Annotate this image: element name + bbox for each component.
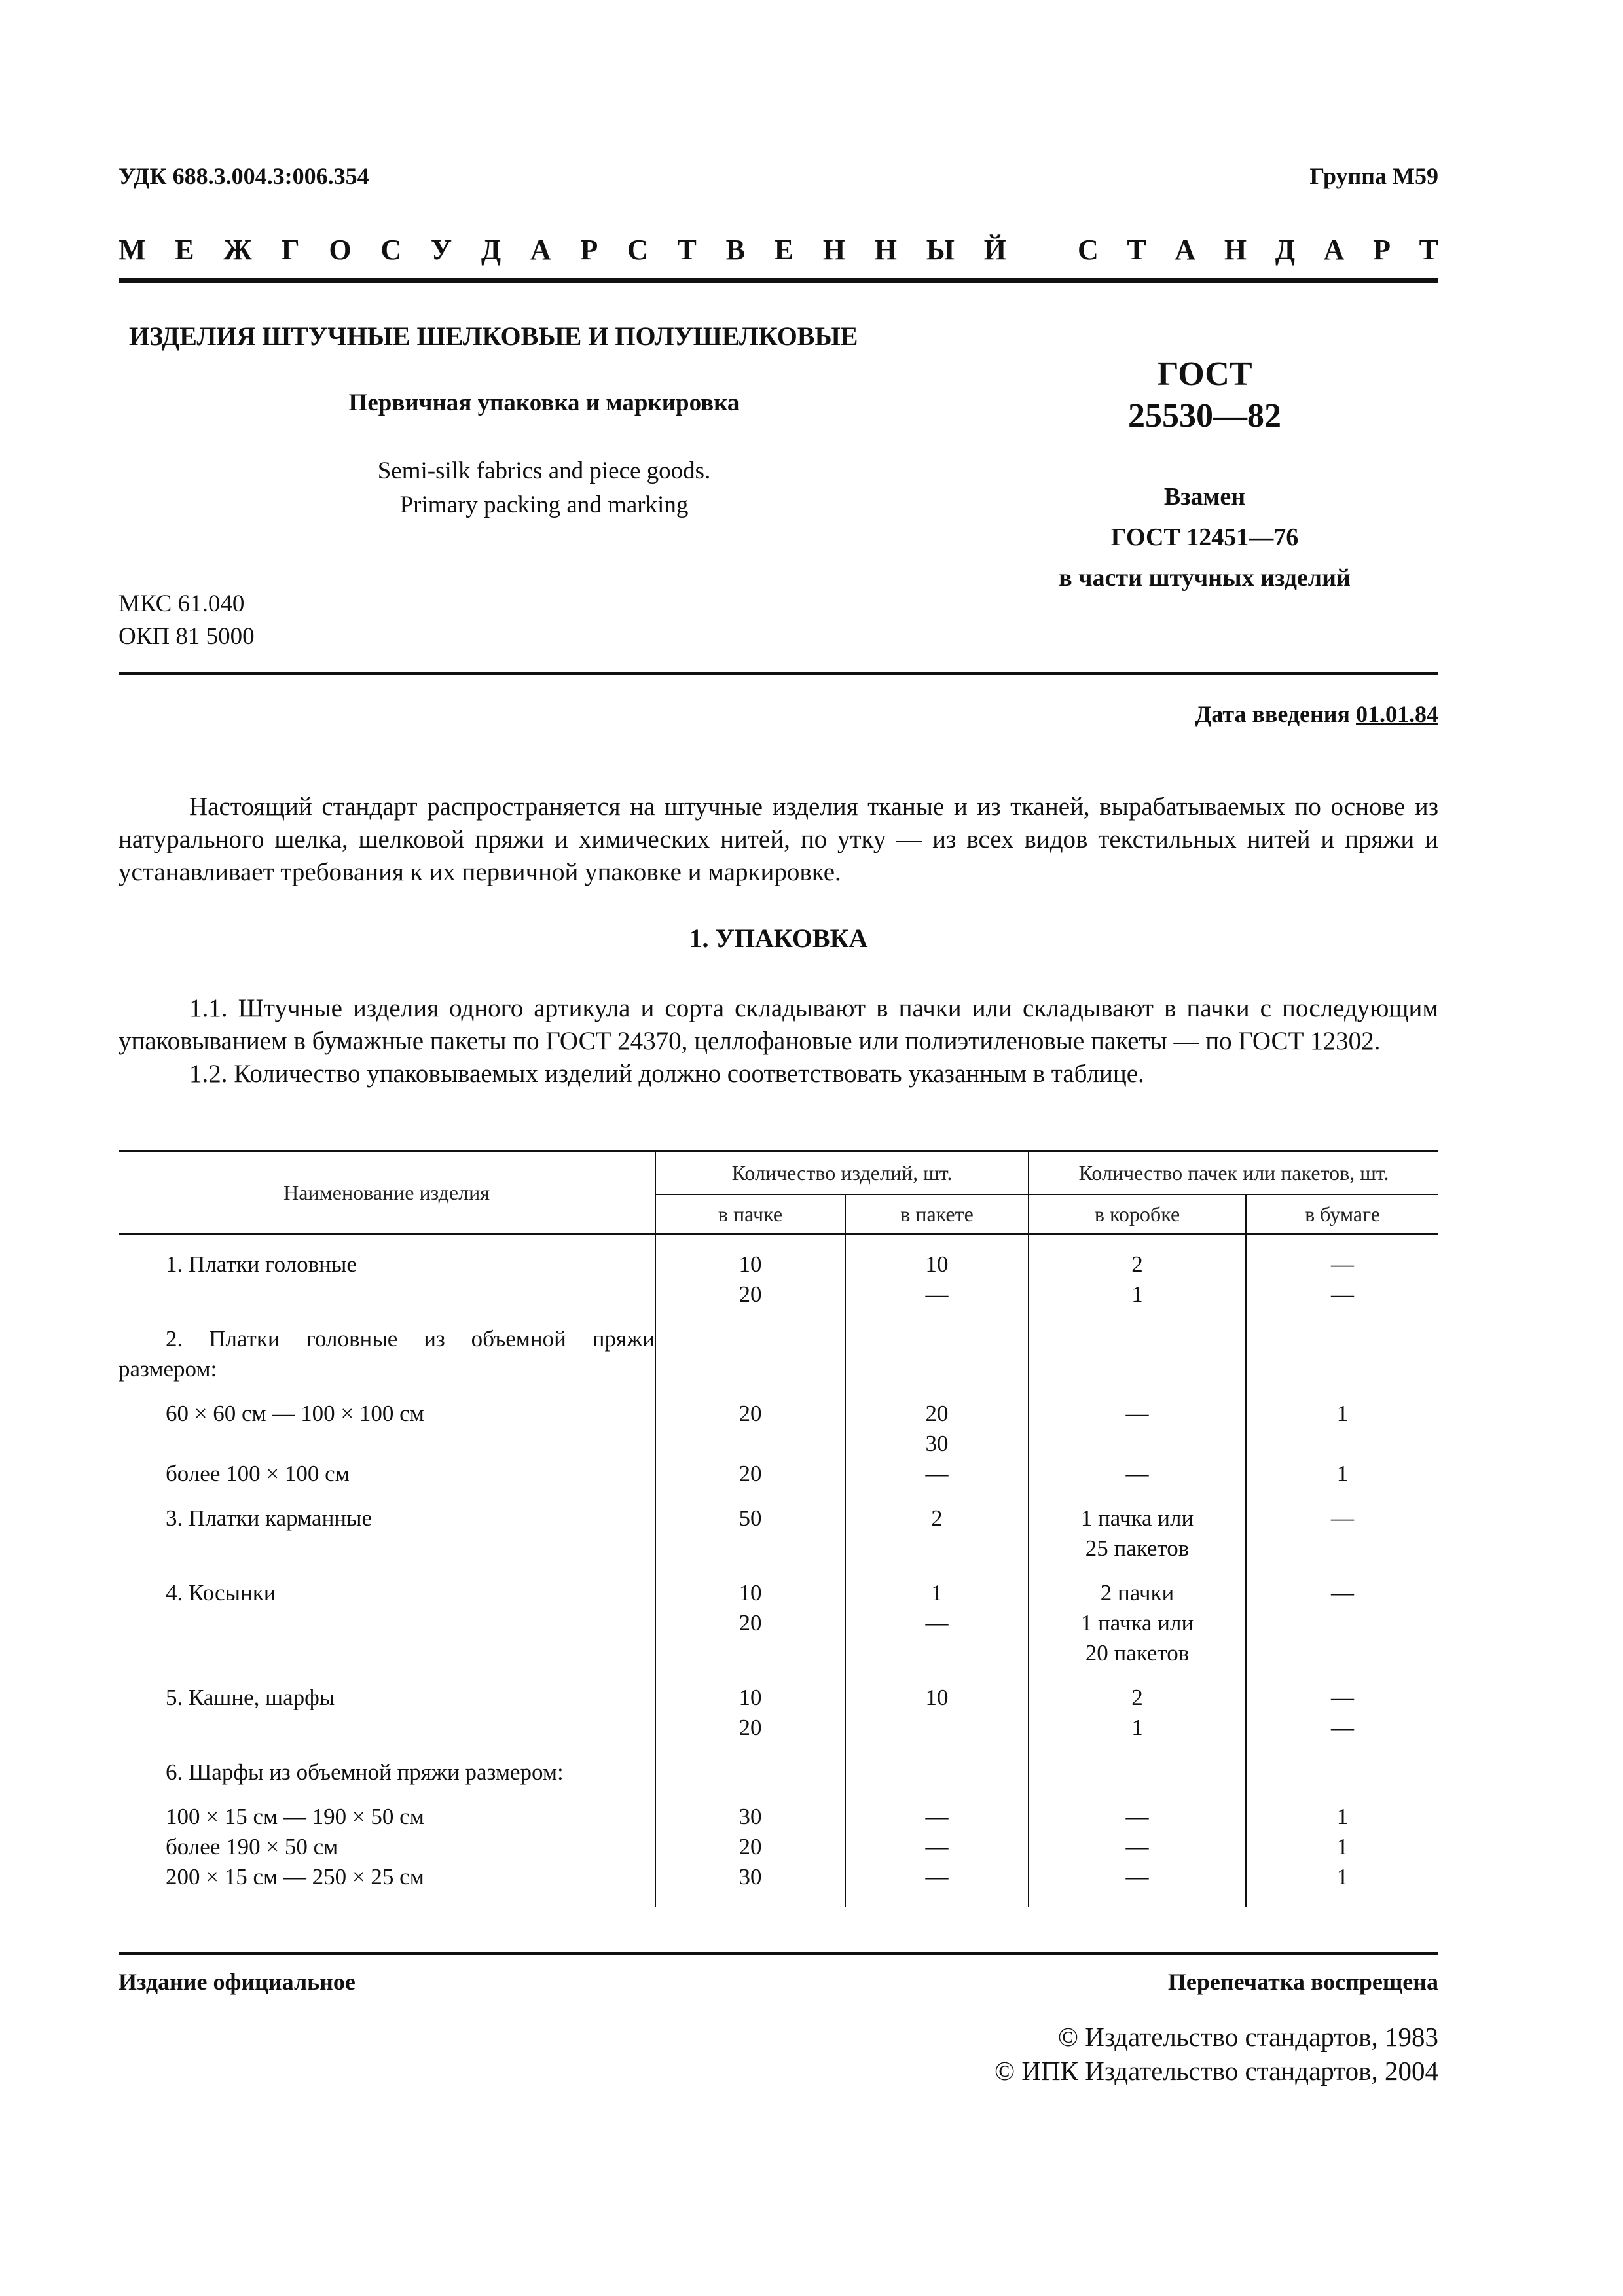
cell: 2 1 xyxy=(1029,1683,1246,1743)
cell: — xyxy=(845,1459,1029,1489)
header-rule xyxy=(119,672,1438,675)
table-row xyxy=(119,1324,1438,1384)
banner-letter: Г xyxy=(281,234,300,266)
replaces-note xyxy=(982,476,1427,598)
classification-codes xyxy=(119,588,255,653)
cell: — — — xyxy=(1029,1802,1246,1892)
banner-letter: У xyxy=(430,234,452,266)
banner-right xyxy=(1078,233,1438,266)
udk-code: УДК 688.3.004.3:006.354 xyxy=(119,163,369,189)
banner-letter: В xyxy=(725,234,745,266)
banner-letter: Ж xyxy=(223,234,252,266)
row-name: 60 × 60 см — 100 × 100 см xyxy=(166,1401,424,1426)
copyright-line2: © ИПК Издательство стандартов, 2004 xyxy=(994,2056,1438,2086)
cell: 10 xyxy=(845,1683,1029,1743)
row-name: 3. Платки карманные xyxy=(166,1505,373,1531)
row-name: более 100 × 100 см xyxy=(166,1461,350,1486)
table-row xyxy=(119,1459,1438,1489)
header-in-bag: в пакете xyxy=(845,1194,1029,1234)
footer-rule xyxy=(119,1952,1438,1955)
cell: 10 20 xyxy=(655,1249,845,1310)
banner-letter: Т xyxy=(1419,234,1438,266)
table-row xyxy=(119,1503,1438,1564)
row-name: 2. Платки головные из объемной пряжи размером: xyxy=(119,1326,655,1382)
effective-date xyxy=(1195,700,1439,728)
replaces-line1: Взамен xyxy=(1163,483,1246,511)
clauses xyxy=(119,992,1438,1090)
banner-letter: Н xyxy=(1224,234,1247,266)
table-row xyxy=(119,1683,1438,1743)
cell: 1 xyxy=(1246,1399,1438,1459)
section-heading: 1. УПАКОВКА xyxy=(689,924,868,953)
copyright xyxy=(994,2020,1438,2088)
reprint-prohibited: Перепечатка воспрещена xyxy=(1167,1969,1438,1995)
header-item-name: Наименование изделия xyxy=(119,1151,655,1234)
cell: 1 — xyxy=(845,1578,1029,1668)
table-row xyxy=(119,1399,1438,1459)
gost-line2: 25530—82 xyxy=(1128,397,1281,435)
row-name: 1. Платки головные xyxy=(166,1251,357,1277)
replaces-line2: ГОСТ 12451—76 xyxy=(1110,524,1299,551)
gost-number xyxy=(1034,353,1375,437)
header-in-box: в коробке xyxy=(1029,1194,1246,1234)
english-title-line2: Primary packing and marking xyxy=(399,492,689,518)
header-pack-quantity: Количество пачек или пакетов, шт. xyxy=(1029,1151,1438,1195)
clause-1-1: 1.1. Штучные изделия одного артикула и сорта складывают в пачки или складывают в пачки с последующим упаковыванием в бумажные пакеты по ГОСТ 24370, целлофановые или полиэтиленовые пакеты — по ГОСТ 12302. xyxy=(119,994,1438,1055)
banner-letter: А xyxy=(1323,234,1345,266)
official-edition: Издание официальное xyxy=(119,1969,356,1995)
cell: 1 пачка или 25 пакетов xyxy=(1029,1503,1246,1564)
header-in-pack: в пачке xyxy=(655,1194,845,1234)
cell: 30 20 30 xyxy=(655,1802,845,1892)
banner-left xyxy=(119,233,1006,266)
banner-letter: Р xyxy=(1373,234,1391,266)
banner-letter: Й xyxy=(983,234,1006,266)
banner-letter: С xyxy=(1078,234,1099,266)
cell: 20 30 xyxy=(845,1399,1029,1459)
banner-letter: С xyxy=(380,234,402,266)
banner-letter: Д xyxy=(1275,234,1295,266)
row-name: 5. Кашне, шарфы xyxy=(166,1685,335,1710)
banner-letter: М xyxy=(119,234,146,266)
banner-letter: Е xyxy=(175,234,194,266)
row-name: 100 × 15 см — 190 × 50 см более 190 × 50 см 200 × 15 см — 250 × 25 см xyxy=(166,1804,424,1890)
cell: 10 20 xyxy=(655,1683,845,1743)
cell: 10 — xyxy=(845,1249,1029,1310)
english-title-line1: Semi-silk fabrics and piece goods. xyxy=(377,457,711,484)
gost-line1: ГОСТ xyxy=(1157,355,1252,393)
cell: 10 20 xyxy=(655,1578,845,1668)
replaces-line3: в части штучных изделий xyxy=(1059,564,1351,592)
banner-letter: Н xyxy=(822,234,846,266)
banner-letter: Е xyxy=(774,234,794,266)
cell: — xyxy=(1246,1503,1438,1564)
top-rule xyxy=(119,278,1438,283)
banner-letter: Т xyxy=(677,234,697,266)
table-row xyxy=(119,1757,1438,1787)
copyright-line1: © Издательство стандартов, 1983 xyxy=(1057,2022,1438,2052)
banner-letter: Р xyxy=(580,234,598,266)
document-subtitle: Первичная упаковка и маркировка xyxy=(348,389,740,416)
banner-letter: С xyxy=(627,234,648,266)
cell: — xyxy=(1246,1578,1438,1668)
cell: 20 xyxy=(655,1459,845,1489)
cell: — — xyxy=(1246,1683,1438,1743)
cell: 1 xyxy=(1246,1459,1438,1489)
mks-code: МКС 61.040 xyxy=(119,590,245,617)
cell: 2 xyxy=(845,1503,1029,1564)
row-name: 4. Косынки xyxy=(166,1580,276,1605)
okp-code: ОКП 81 5000 xyxy=(119,623,255,650)
banner-letter: Д xyxy=(481,234,501,266)
table-row xyxy=(119,1249,1438,1310)
banner-letter: О xyxy=(329,234,352,266)
document-title: ИЗДЕЛИЯ ШТУЧНЫЕ ШЕЛКОВЫЕ И ПОЛУШЕЛКОВЫЕ xyxy=(129,321,858,351)
cell: — — — xyxy=(845,1802,1029,1892)
banner-letter: Ы xyxy=(926,234,955,266)
cell: 2 1 xyxy=(1029,1249,1246,1310)
header-item-quantity: Количество изделий, шт. xyxy=(655,1151,1029,1195)
cell: 1 1 1 xyxy=(1246,1802,1438,1892)
cell: — xyxy=(1029,1459,1246,1489)
banner-letter: А xyxy=(530,234,551,266)
packing-table xyxy=(119,1150,1438,1907)
cell: 20 xyxy=(655,1399,845,1459)
banner-letter: А xyxy=(1175,234,1196,266)
cell: — — xyxy=(1246,1249,1438,1310)
clause-1-2: 1.2. Количество упаковываемых изделий должно соответствовать указанным в таблице. xyxy=(189,1060,1144,1088)
table-row xyxy=(119,1578,1438,1668)
banner-letter: Н xyxy=(874,234,898,266)
intro-paragraph xyxy=(119,791,1438,889)
cell: 2 пачки 1 пачка или 20 пакетов xyxy=(1029,1578,1246,1668)
table-row xyxy=(119,1802,1438,1892)
standard-banner xyxy=(119,233,1438,266)
row-name: 6. Шарфы из объемной пряжи размером: xyxy=(166,1759,564,1785)
header-in-paper: в бумаге xyxy=(1246,1194,1438,1234)
cell: 50 xyxy=(655,1503,845,1564)
banner-letter: Т xyxy=(1127,234,1146,266)
date-label: Дата введения xyxy=(1195,701,1350,727)
date-value: 01.01.84 xyxy=(1356,701,1438,727)
intro-text: Настоящий стандарт распространяется на штучные изделия тканые и из тканей, вырабатываемых по основе из натурального шелка, шелковой пряжи и химических нитей, по утку — из всех видов текстильных нитей и пряжи и устанавливает требования к их первичной упаковке и маркировке. xyxy=(119,793,1438,886)
english-title xyxy=(119,454,970,522)
cell: — xyxy=(1029,1399,1246,1459)
group-code: Группа М59 xyxy=(1309,163,1438,189)
